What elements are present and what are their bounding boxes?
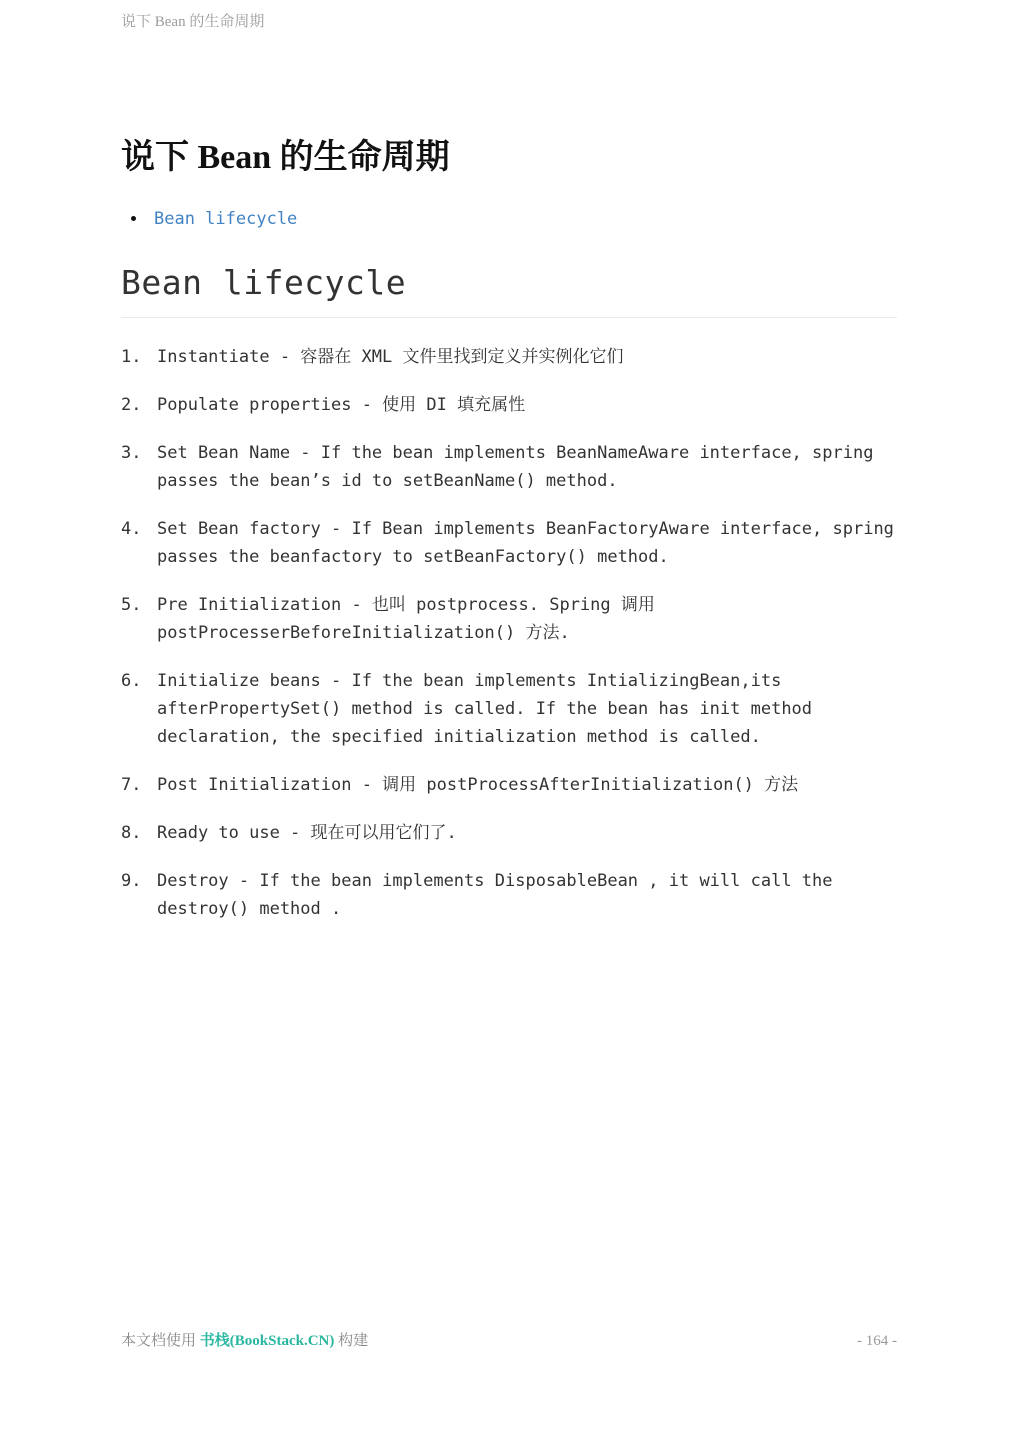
list-item-number: 2. [121,395,142,415]
list-item [121,819,897,847]
list-item-text: Post Initialization - 调用 postProcessAfterInitialization() 方法 [157,775,799,795]
heading-divider [121,317,897,318]
list-item [121,515,897,571]
section-heading: Bean lifecycle [121,263,407,302]
list-item [121,771,897,799]
toc-item [148,207,897,231]
list-item-text: Initialize beans - If the bean implements IntializingBean,its afterPropertySet() method is called. If the bean has init method declaration, the specified initialization method is called. [157,671,813,747]
list-item-number: 7. [121,775,142,795]
list-item-number: 8. [121,823,142,843]
footer-note-suffix: 构建 [334,1333,369,1349]
list-item [121,867,897,923]
list-item [121,343,897,371]
list-item-number: 3. [121,443,142,463]
list-item-text: Pre Initialization - 也叫 postprocess. Spring 调用 postProcesserBeforeInitialization() 方法. [157,595,655,643]
list-item-number: 6. [121,671,142,691]
bookstack-link[interactable]: 书栈(BookStack.CN) [199,1333,335,1349]
list-item-text: Destroy - If the bean implements DisposableBean , it will call the destroy() method . [157,871,833,919]
page-number: - 164 - [857,1333,897,1349]
running-header: 说下 Bean 的生命周期 [121,14,265,30]
list-item-text: Set Bean Name - If the bean implements BeanNameAware interface, spring passes the bean’s id to setBeanName() method. [157,443,874,491]
list-item [121,439,897,495]
list-item-number: 1. [121,347,142,367]
footer-note [121,1330,368,1352]
lifecycle-list [121,343,897,923]
list-item-number: 5. [121,595,142,615]
list-item [121,667,897,751]
list-item-number: 9. [121,871,142,891]
page-footer [121,1330,897,1352]
toc-list [121,207,897,231]
list-item-text: Instantiate - 容器在 XML 文件里找到定义并实例化它们 [157,347,624,367]
toc-link-bean-lifecycle[interactable]: Bean lifecycle [154,209,298,229]
list-item-text: Set Bean factory - If Bean implements BeanFactoryAware interface, spring passes the beanfactory to setBeanFactory() method. [157,519,894,567]
list-item-text: Ready to use - 现在可以用它们了. [157,823,457,843]
list-item-number: 4. [121,519,142,539]
list-item-text: Populate properties - 使用 DI 填充属性 [157,395,526,415]
footer-note-prefix: 本文档使用 [121,1333,200,1349]
list-item [121,391,897,419]
list-item [121,591,897,647]
page-title: 说下 Bean 的生命周期 [121,139,450,176]
